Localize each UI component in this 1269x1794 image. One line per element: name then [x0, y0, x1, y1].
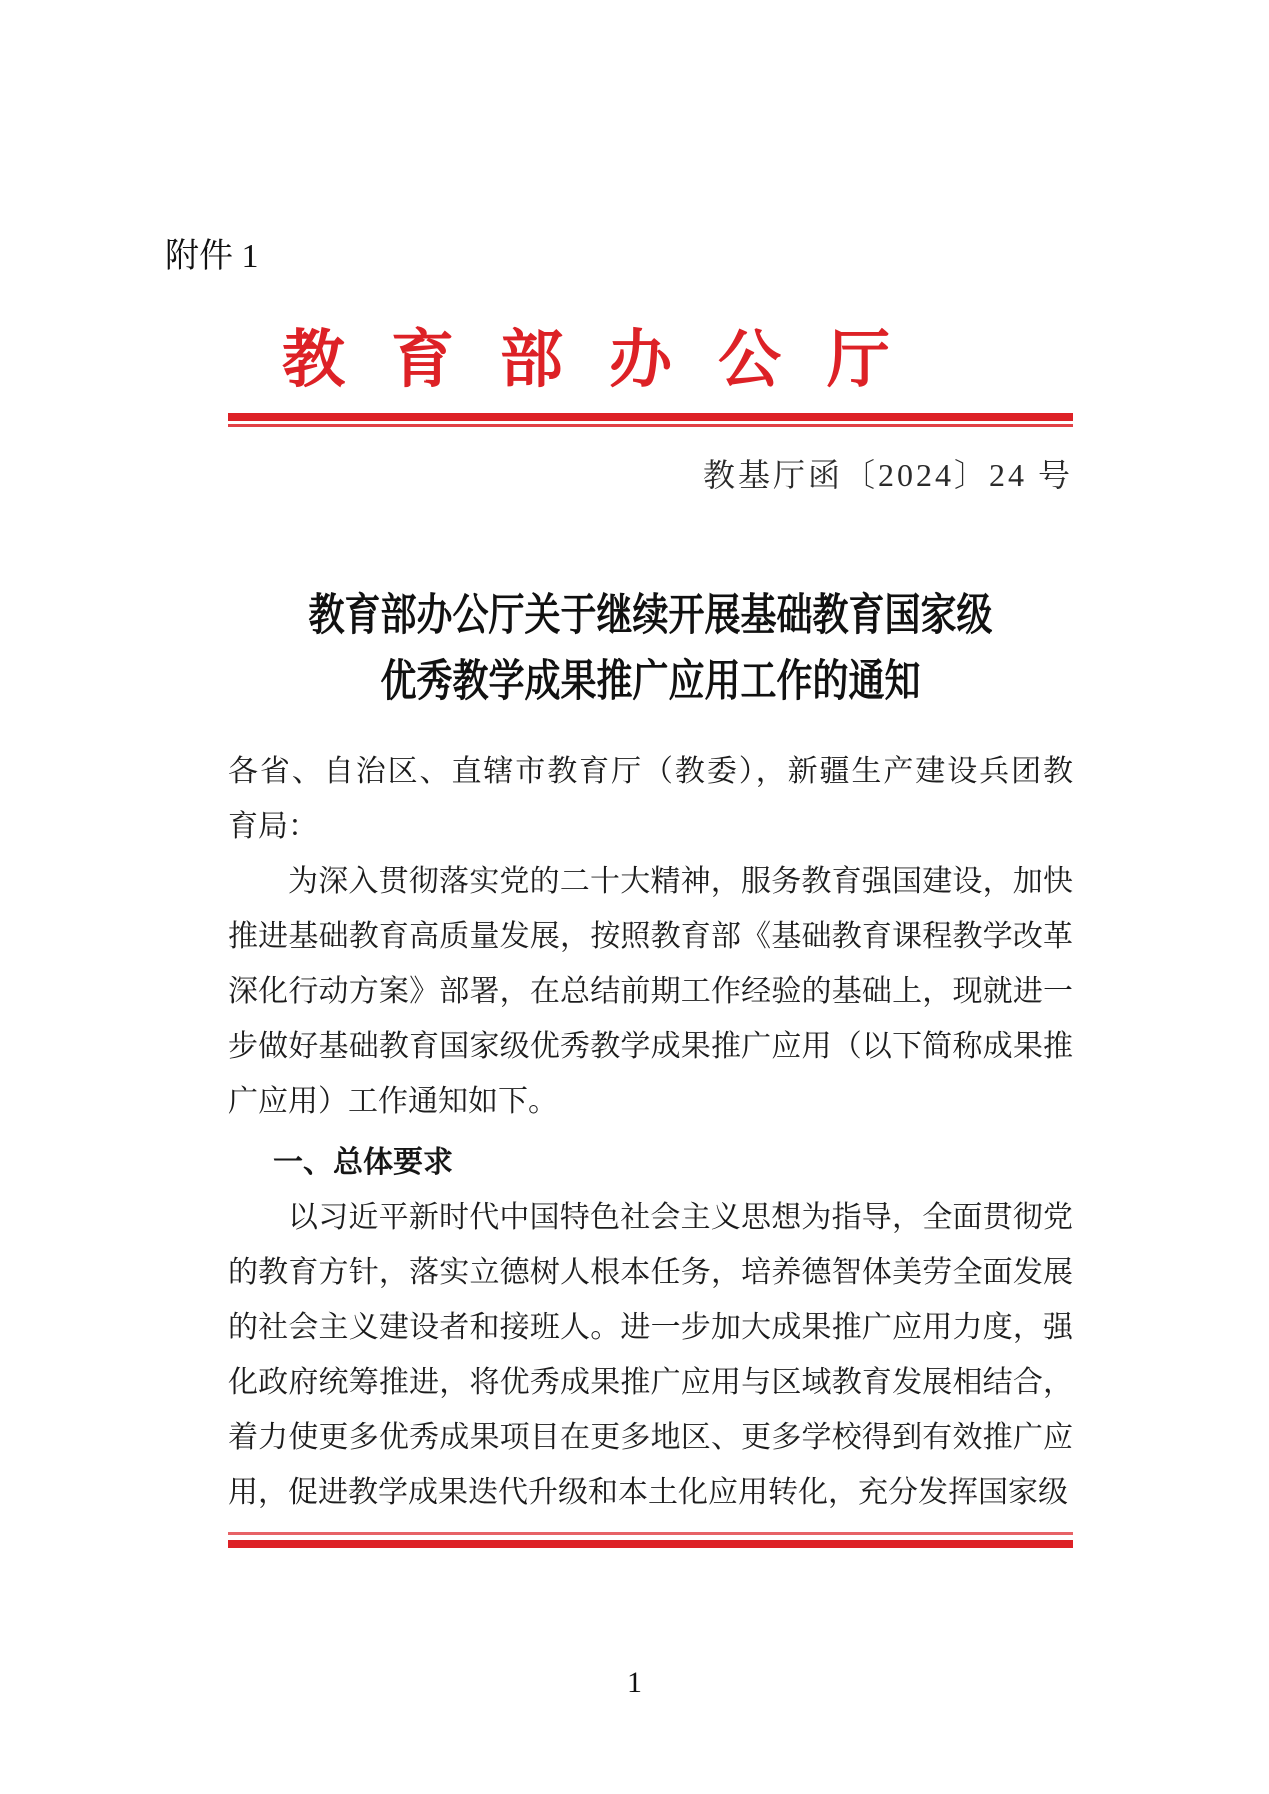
masthead-divider-thick-line: [228, 413, 1073, 421]
footer-divider: [228, 1532, 1073, 1548]
attachment-label: 附件 1: [165, 238, 259, 275]
masthead-divider: [228, 413, 1073, 427]
masthead-title: 教育部办公厅: [282, 324, 936, 395]
paragraph-intro: 为深入贯彻落实党的二十大精神，服务教育强国建设，加快推进基础教育高质量发展，按照教育部《基础教育课程教学改革深化行动方案》部署，在总结前期工作经验的基础上，现就进一步做好基础教育国家级优秀教学成果推广应用（以下简称成果推广应用）工作通知如下。: [228, 865, 1073, 1118]
salutation-line-1: 各省、自治区、直辖市教育厅（教委），新疆生产建设兵团教: [228, 755, 1073, 788]
document-title-line-2: 优秀教学成果推广应用工作的通知: [380, 656, 921, 706]
paragraph-overall-requirements: 以习近平新时代中国特色社会主义思想为指导，全面贯彻党的教育方针，落实立德树人根本任务，培养德智体美劳全面发展的社会主义建设者和接班人。进一步加大成果推广应用力度，强化政府统筹推进，将优秀成果推广应用与区域教育发展相结合，着力使更多优秀成果项目在更多地区、更多学校得到有效推广应用，促进教学成果迭代升级和本土化应用转化，充分发挥国家级: [228, 1201, 1073, 1509]
masthead: [222, 318, 970, 395]
page-number: 1: [627, 1666, 642, 1699]
salutation-line-2: 育局：: [228, 810, 318, 843]
document-body: [228, 744, 1073, 1530]
masthead-divider-thin-line: [228, 424, 1073, 427]
document-title: [228, 582, 1073, 714]
document-title-line-1: 教育部办公厅关于继续开展基础教育国家级: [308, 590, 993, 640]
document-number: 教基厅函〔2024〕24 号: [702, 457, 1073, 493]
footer-divider-thick-line: [228, 1540, 1073, 1548]
footer-divider-thin-line: [228, 1532, 1073, 1535]
section-heading-1: 一、总体要求: [273, 1146, 453, 1179]
